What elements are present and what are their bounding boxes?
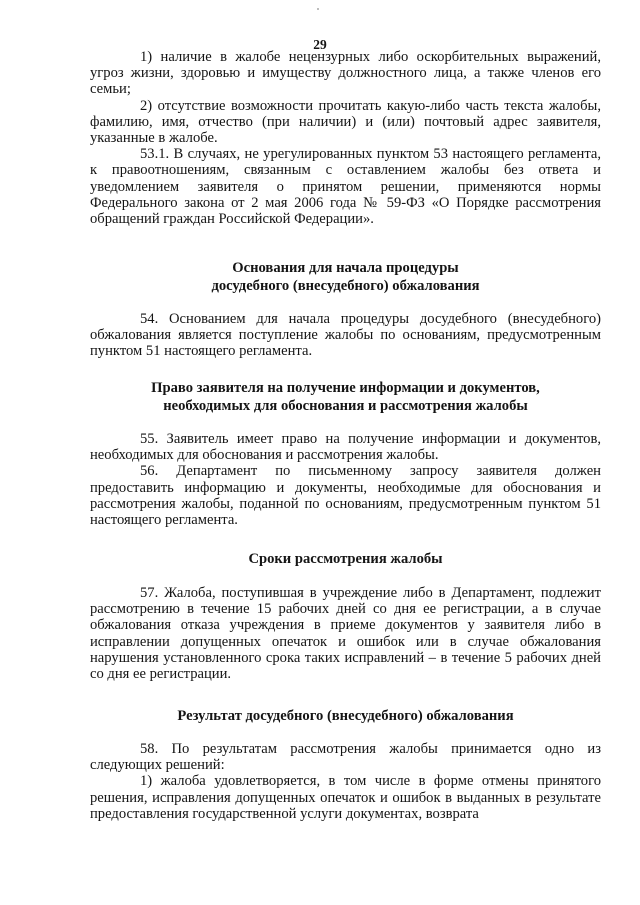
paragraph-56: 56. Департамент по письменному запросу заявителя должен предоставить информацию и документы, необходимые для обоснования и рассмотрения жалобы, поданной по основаниям, предусмотренным пунктом 51 настоящего регламента. [90, 463, 601, 529]
page-number: 29 [313, 37, 327, 52]
section-57 [90, 585, 601, 682]
clause-list-block [90, 49, 601, 227]
heading-grounds [90, 260, 601, 295]
section-54 [90, 311, 601, 360]
paragraph-53-1: 53.1. В случаях, не урегулированных пунктом 53 настоящего регламента, к правоотношениям, связанным с оставлением жалобы без ответа и уведомлением заявителя о принятом решении, применяются нормы Федерального закона от 2 мая 2006 года № 59-ФЗ «О Порядке рассмотрения обращений граждан Российской Федерации». [90, 146, 601, 228]
section-55-56 [90, 431, 601, 528]
heading-grounds-line-1: Основания для начала процедуры [232, 260, 459, 276]
heading-right-line-2: необходимых для обоснования и рассмотрения жалобы [163, 397, 528, 414]
section-58 [90, 741, 601, 822]
heading-grounds-line-2: досудебного (внесудебного) обжалования [211, 277, 480, 294]
paragraph-58-item-1: 1) жалоба удовлетворяется, в том числе в форме отмены принятого решения, исправления допущенных опечаток и ошибок в выданных в результате предоставления государственной услуги документах, возврата [90, 773, 601, 822]
heading-terms [90, 551, 601, 569]
paragraph-item-2: 2) отсутствие возможности прочитать какую-либо часть текста жалобы, фамилию, имя, отчество (при наличии) и (или) почтовый адрес заявителя, указанные в жалобе. [90, 97, 601, 147]
scan-speck [317, 8, 319, 10]
heading-terms-line-1: Сроки рассмотрения жалобы [248, 551, 443, 567]
paragraph-58: 58. По результатам рассмотрения жалобы принимается одно из следующих решений: [90, 741, 601, 774]
heading-right-line-1: Право заявителя на получение информации и документов, [151, 380, 540, 396]
heading-right-to-information [90, 380, 601, 415]
paragraph-57: 57. Жалоба, поступившая в учреждение либо в Департамент, подлежит рассмотрению в течение 15 рабочих дней со дня ее регистрации, а в случае обжалования отказа учреждения в приеме документов у заявителя либо в исправлении допущенных опечаток и ошибок или в случае обжалования нарушения установленного срока таких исправлений – в течение 5 рабочих дней со дня ее регистрации. [90, 585, 601, 683]
paragraph-item-1: 1) наличие в жалобе нецензурных либо оскорбительных выражений, угроз жизни, здоровью и имуществу должностного лица, а также членов его семьи; [90, 49, 601, 98]
paragraph-55: 55. Заявитель имеет право на получение информации и документов, необходимых для обоснования и рассмотрения жалобы. [90, 431, 601, 464]
heading-result [90, 708, 601, 726]
heading-result-line-1: Результат досудебного (внесудебного) обжалования [177, 708, 514, 724]
paragraph-54: 54. Основанием для начала процедуры досудебного (внесудебного) обжалования является поступление жалобы по основаниям, предусмотренным пунктом 51 настоящего регламента. [90, 311, 601, 360]
